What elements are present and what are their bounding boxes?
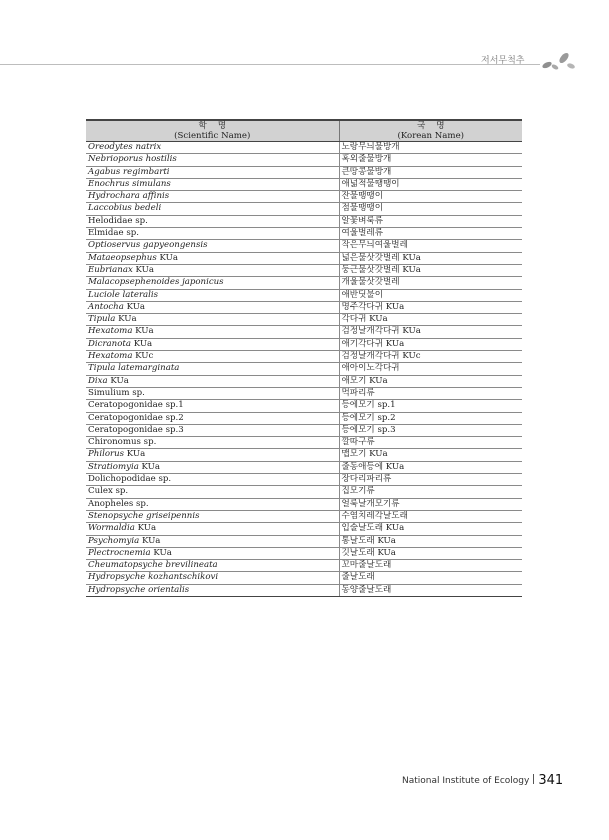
scientific-name-cell xyxy=(86,203,339,215)
korean-name-cell xyxy=(339,142,522,154)
species-table-body xyxy=(86,142,522,597)
table-row xyxy=(86,166,522,178)
scientific-name: Chironomus sp. xyxy=(88,437,157,448)
scientific-name-cell xyxy=(86,547,339,559)
korean-name-cell xyxy=(339,400,522,412)
korean-name: 줄동애등에 KUa xyxy=(341,461,405,472)
korean-name-cell xyxy=(339,486,522,498)
korean-name-cell xyxy=(339,572,522,584)
scientific-name-cell xyxy=(86,449,339,461)
korean-name: 애반딧불이 xyxy=(341,289,384,300)
scientific-name: Eubrianax xyxy=(88,264,133,275)
scientific-name: Hexatoma xyxy=(88,326,133,337)
table-row xyxy=(86,215,522,227)
leaf-ornament-icon xyxy=(538,50,578,76)
scientific-name: Antocha xyxy=(88,301,124,312)
table-row xyxy=(86,461,522,473)
korean-name-subtitle: (Korean Name) xyxy=(397,131,465,141)
korean-name: 애모기 KUa xyxy=(341,375,388,386)
specimen-code: KUa xyxy=(107,375,129,386)
korean-name-cell xyxy=(339,351,522,363)
page-number: 341 xyxy=(538,773,564,788)
table-row xyxy=(86,437,522,449)
scientific-name-cell xyxy=(86,584,339,596)
scientific-name: Enochrus simulans xyxy=(88,178,171,189)
scientific-name-cell xyxy=(86,375,339,387)
scientific-name: Plectrocnemia xyxy=(88,547,151,558)
korean-name: 작은무늬여울벌레 xyxy=(341,240,408,251)
korean-name: 등에모기 sp.1 xyxy=(341,400,396,411)
korean-name-cell xyxy=(339,547,522,559)
scientific-name-cell xyxy=(86,326,339,338)
korean-name-cell xyxy=(339,498,522,510)
footer-separator xyxy=(533,774,534,784)
korean-name: 명주각다귀 KUa xyxy=(341,301,405,312)
table-row xyxy=(86,142,522,154)
scientific-name: Dicranota xyxy=(88,338,131,349)
table-row xyxy=(86,351,522,363)
korean-name-cell xyxy=(339,510,522,522)
korean-name: 깔따구류 xyxy=(341,437,375,448)
specimen-code: KUa xyxy=(150,547,172,558)
table-row xyxy=(86,560,522,572)
korean-name-cell xyxy=(339,338,522,350)
scientific-name-cell xyxy=(86,240,339,252)
scientific-name: Ceratopogonidae sp.1 xyxy=(88,400,184,411)
korean-name-cell xyxy=(339,584,522,596)
scientific-name: Mataeopsephus xyxy=(88,252,157,263)
korean-name: 큰땅콩물방개 xyxy=(341,166,392,177)
korean-name-cell xyxy=(339,412,522,424)
table-row xyxy=(86,264,522,276)
table-header-row xyxy=(86,120,522,142)
korean-name: 깃날도래 KUa xyxy=(341,547,396,558)
scientific-name-cell xyxy=(86,387,339,399)
korean-name-cell xyxy=(339,178,522,190)
korean-name: 둥근물삿갓벌레 KUa xyxy=(341,264,421,275)
scientific-name: Nebrioporus hostilis xyxy=(88,154,177,165)
korean-name: 얼룩날개모기류 xyxy=(341,498,400,509)
korean-name: 애기각다귀 KUa xyxy=(341,338,405,349)
scientific-name-subtitle: (Scientific Name) xyxy=(174,131,251,141)
scientific-name: Anopheles sp. xyxy=(88,498,149,509)
specimen-code: KUa xyxy=(130,338,153,349)
korean-name-header xyxy=(339,120,522,142)
scientific-name: Philorus xyxy=(88,449,125,460)
table-row xyxy=(86,289,522,301)
korean-name-cell xyxy=(339,203,522,215)
korean-name-cell xyxy=(339,560,522,572)
korean-name-cell xyxy=(339,387,522,399)
korean-name-cell xyxy=(339,228,522,240)
scientific-name: Oreodytes natrix xyxy=(88,142,162,152)
scientific-name-cell xyxy=(86,338,339,350)
scientific-name-cell xyxy=(86,437,339,449)
korean-name-cell xyxy=(339,277,522,289)
table-row xyxy=(86,547,522,559)
korean-name: 검정날개각다귀 KUa xyxy=(341,326,421,337)
scientific-name: Wormaldia xyxy=(88,523,135,534)
table-row xyxy=(86,449,522,461)
korean-name-cell xyxy=(339,240,522,252)
korean-name: 동양줄날도래 xyxy=(341,584,392,595)
korean-name: 입술날도래 KUa xyxy=(341,523,405,534)
table-row xyxy=(86,498,522,510)
korean-name: 줄날도래 xyxy=(341,572,375,583)
table-row xyxy=(86,375,522,387)
korean-name: 애아이노각다귀 xyxy=(341,363,400,374)
korean-name-cell xyxy=(339,314,522,326)
korean-name-cell xyxy=(339,301,522,313)
specimen-code: KUc xyxy=(132,351,154,362)
table-row xyxy=(86,301,522,313)
scientific-name: Culex sp. xyxy=(88,486,129,497)
scientific-name-cell xyxy=(86,154,339,166)
section-label: 저서무척추 xyxy=(481,56,525,66)
scientific-name: Dolichopodidae sp. xyxy=(88,474,172,485)
header-rule xyxy=(0,64,540,65)
scientific-name-title: 학 명 xyxy=(198,121,227,131)
table-row xyxy=(86,240,522,252)
table-row xyxy=(86,523,522,535)
korean-name: 수염치레각날도래 xyxy=(341,510,408,521)
korean-name: 노랑무늬물방개 xyxy=(341,142,400,152)
footer-institute: National Institute of Ecology xyxy=(402,776,530,786)
specimen-code: KUa xyxy=(134,523,157,534)
korean-name: 등에모기 sp.2 xyxy=(341,412,396,423)
scientific-name-cell xyxy=(86,351,339,363)
scientific-name: Elmidae sp. xyxy=(88,228,140,239)
scientific-name-cell xyxy=(86,264,339,276)
table-row xyxy=(86,486,522,498)
table-row xyxy=(86,363,522,375)
scientific-name-cell xyxy=(86,412,339,424)
korean-name-cell xyxy=(339,375,522,387)
korean-name-cell xyxy=(339,424,522,436)
scientific-name-cell xyxy=(86,314,339,326)
specimen-code: KUa xyxy=(123,301,146,312)
scientific-name-cell xyxy=(86,191,339,203)
korean-name: 잔물땡땡이 xyxy=(341,191,384,202)
scientific-name: Hydropsyche kozhantschikovi xyxy=(88,572,219,583)
korean-name-title: 국 명 xyxy=(416,121,445,131)
korean-name: 집모기류 xyxy=(341,486,375,497)
table-row xyxy=(86,228,522,240)
korean-name: 알꽃벼룩류 xyxy=(341,215,384,226)
table-row xyxy=(86,474,522,486)
korean-name: 먹파리류 xyxy=(341,387,375,398)
scientific-name: Ceratopogonidae sp.2 xyxy=(88,412,184,423)
scientific-name-cell xyxy=(86,363,339,375)
korean-name-cell xyxy=(339,154,522,166)
scientific-name: Ceratopogonidae sp.3 xyxy=(88,424,184,435)
scientific-name-cell xyxy=(86,252,339,264)
scientific-name: Simulium sp. xyxy=(88,387,145,398)
scientific-name-cell xyxy=(86,572,339,584)
table-row xyxy=(86,252,522,264)
scientific-name-cell xyxy=(86,535,339,547)
table-row xyxy=(86,400,522,412)
scientific-name: Malacopsephenoides japonicus xyxy=(88,277,224,288)
scientific-name: Luciole lateralis xyxy=(88,289,159,300)
korean-name: 넓은물삿갓벌레 KUa xyxy=(341,252,421,263)
scientific-name-cell xyxy=(86,166,339,178)
korean-name: 통날도래 KUa xyxy=(341,535,396,546)
korean-name: 각다귀 KUa xyxy=(341,314,388,325)
table-row xyxy=(86,424,522,436)
table-row xyxy=(86,178,522,190)
korean-name: 점물땡땡이 xyxy=(341,203,384,214)
scientific-name-cell xyxy=(86,498,339,510)
korean-name: 맵모기 KUa xyxy=(341,449,388,460)
korean-name-cell xyxy=(339,191,522,203)
scientific-name-cell xyxy=(86,424,339,436)
scientific-name: Hexatoma xyxy=(88,351,133,362)
scientific-name-cell xyxy=(86,289,339,301)
korean-name-cell xyxy=(339,461,522,473)
table-row xyxy=(86,191,522,203)
korean-name-cell xyxy=(339,535,522,547)
scientific-name-cell xyxy=(86,474,339,486)
table-row xyxy=(86,277,522,289)
scientific-name: Tipula latemarginata xyxy=(88,363,180,374)
specimen-code: KUa xyxy=(115,314,137,325)
korean-name-cell xyxy=(339,474,522,486)
korean-name: 등에모기 sp.3 xyxy=(341,424,396,435)
korean-name-cell xyxy=(339,523,522,535)
specimen-code: KUa xyxy=(132,326,154,337)
scientific-name-header xyxy=(86,120,339,142)
scientific-name-cell xyxy=(86,560,339,572)
korean-name: 혹외줄물방개 xyxy=(341,154,392,165)
korean-name-cell xyxy=(339,437,522,449)
scientific-name: Hydrochara affinis xyxy=(88,191,170,202)
table-row xyxy=(86,154,522,166)
table-row xyxy=(86,203,522,215)
table-row xyxy=(86,387,522,399)
scientific-name-cell xyxy=(86,523,339,535)
table-row xyxy=(86,412,522,424)
korean-name: 검정날개각다귀 KUc xyxy=(341,351,421,362)
korean-name: 개울물삿갓벌레 xyxy=(341,277,400,288)
scientific-name: Agabus regimbarti xyxy=(88,166,170,177)
scientific-name-cell xyxy=(86,215,339,227)
korean-name-cell xyxy=(339,252,522,264)
scientific-name-cell xyxy=(86,178,339,190)
page-footer xyxy=(402,773,563,788)
korean-name-cell xyxy=(339,264,522,276)
species-table xyxy=(86,119,522,597)
scientific-name: Optioservus gapyeongensis xyxy=(88,240,208,251)
specimen-code: KUa xyxy=(124,449,146,460)
scientific-name: Tipula xyxy=(88,314,116,325)
scientific-name-cell xyxy=(86,277,339,289)
korean-name-cell xyxy=(339,363,522,375)
scientific-name-cell xyxy=(86,228,339,240)
table-row xyxy=(86,584,522,596)
scientific-name-cell xyxy=(86,461,339,473)
specimen-code: KUa xyxy=(156,252,178,263)
scientific-name-cell xyxy=(86,400,339,412)
scientific-name: Stratiomyia xyxy=(88,461,139,472)
specimen-code: KUa xyxy=(139,535,161,546)
scientific-name-cell xyxy=(86,510,339,522)
scientific-name: Psychomyia xyxy=(88,535,140,546)
scientific-name-cell xyxy=(86,301,339,313)
scientific-name-cell xyxy=(86,142,339,154)
table-row xyxy=(86,338,522,350)
korean-name-cell xyxy=(339,289,522,301)
specimen-code: KUa xyxy=(138,461,161,472)
specimen-code: KUa xyxy=(132,264,155,275)
korean-name: 애넓적물땡땡이 xyxy=(341,178,400,189)
table-row xyxy=(86,510,522,522)
table-row xyxy=(86,326,522,338)
table-row xyxy=(86,314,522,326)
korean-name-cell xyxy=(339,326,522,338)
korean-name-cell xyxy=(339,166,522,178)
scientific-name: Laccobius bedeli xyxy=(88,203,162,214)
korean-name-cell xyxy=(339,215,522,227)
korean-name-cell xyxy=(339,449,522,461)
korean-name: 여울벌레류 xyxy=(341,228,384,239)
scientific-name: Hydropsyche orientalis xyxy=(88,584,190,595)
table-row xyxy=(86,535,522,547)
scientific-name: Helodidae sp. xyxy=(88,215,148,226)
table-row xyxy=(86,572,522,584)
scientific-name: Dixa xyxy=(88,375,108,386)
korean-name: 꼬마줄날도래 xyxy=(341,560,392,571)
scientific-name: Stenopsyche griseipennis xyxy=(88,510,200,521)
scientific-name: Cheumatopsyche brevilineata xyxy=(88,560,218,571)
scientific-name-cell xyxy=(86,486,339,498)
korean-name: 장다리파리류 xyxy=(341,474,392,485)
